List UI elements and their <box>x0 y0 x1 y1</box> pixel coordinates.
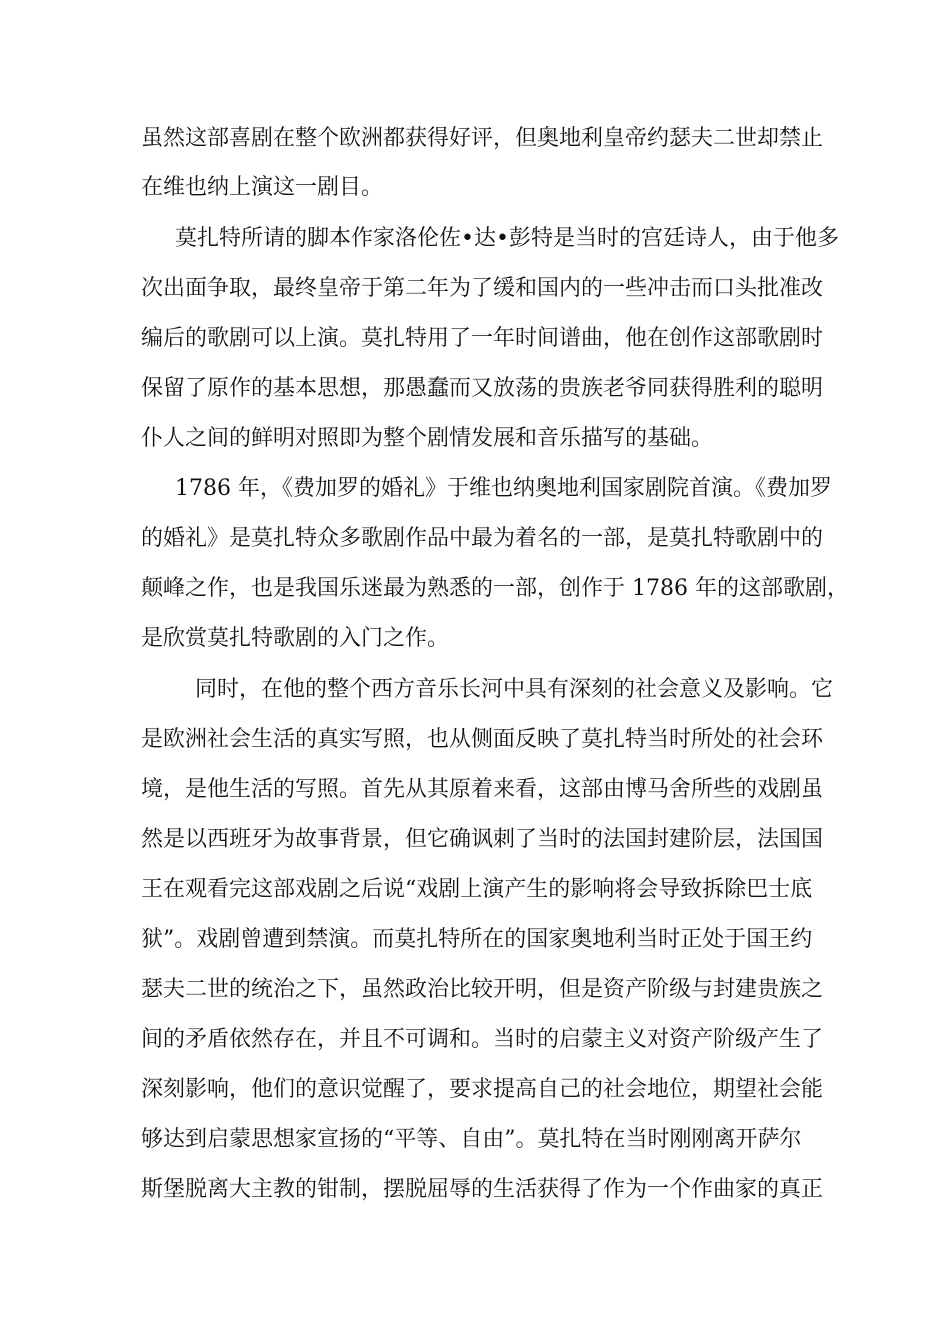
text-line: 仆人之间的鲜明对照即为整个剧情发展和音乐描写的基础。 <box>141 426 714 451</box>
text-line: 深刻影响，他们的意识觉醒了，要求提高自己的社会地位，期望社会能 <box>141 1077 824 1102</box>
text-line: 次出面争取，最终皇帝于第二年为了缓和国内的一些冲击而口头批准改 <box>141 276 824 301</box>
text-line: 境，是他生活的写照。首先从其原着来看，这部由博马舍所些的戏剧虽 <box>141 777 824 802</box>
text-line: 够达到启蒙思想家宣扬的“平等、自由”。莫扎特在当时刚刚离开萨尔 <box>141 1127 802 1152</box>
text-line: 瑟夫二世的统治之下，虽然政治比较开明，但是资产阶级与封建贵族之 <box>141 977 824 1002</box>
text-line: 同时，在他的整个西方音乐长河中具有深刻的社会意义及影响。它 <box>195 677 834 702</box>
text-line: 1786 年，《费加罗的婚礼》于维也纳奥地利国家剧院首演。《费加罗 <box>175 476 832 501</box>
text-line: 的婚礼》是莫扎特众多歌剧作品中最为着名的一部，是莫扎特歌剧中的 <box>141 526 824 551</box>
text-line: 是欧洲社会生活的真实写照，也从侧面反映了莫扎特当时所处的社会环 <box>141 727 824 752</box>
text-line: 编后的歌剧可以上演。莫扎特用了一年时间谱曲，他在创作这部歌剧时 <box>141 326 824 351</box>
text-line: 虽然这部喜剧在整个欧洲都获得好评，但奥地利皇帝约瑟夫二世却禁止 <box>141 126 824 151</box>
text-line: 间的矛盾依然存在，并且不可调和。当时的启蒙主义对资产阶级产生了 <box>141 1027 824 1052</box>
text-line: 在维也纳上演这一剧目。 <box>141 175 384 200</box>
text-line: 狱”。戏剧曾遭到禁演。而莫扎特所在的国家奥地利当时正处于国王约 <box>141 927 813 952</box>
text-line: 是欣赏莫扎特歌剧的入门之作。 <box>141 626 450 651</box>
text-line: 保留了原作的基本思想，那愚蠢而又放荡的贵族老爷同获得胜利的聪明 <box>141 376 824 401</box>
text-line: 斯堡脱离大主教的钳制，摆脱屈辱的生活获得了作为一个作曲家的真正 <box>141 1177 824 1202</box>
text-line: 王在观看完这部戏剧之后说“戏剧上演产生的影响将会导致拆除巴士底 <box>141 877 813 902</box>
text-line: 颠峰之作，也是我国乐迷最为熟悉的一部，创作于 1786 年的这部歌剧， <box>141 576 849 601</box>
text-line: 然是以西班牙为故事背景，但它确讽刺了当时的法国封建阶层，法国国 <box>141 827 824 852</box>
text-line: 莫扎特所请的脚本作家洛伦佐•达•彭特是当时的宫廷诗人，由于他多 <box>175 226 839 251</box>
